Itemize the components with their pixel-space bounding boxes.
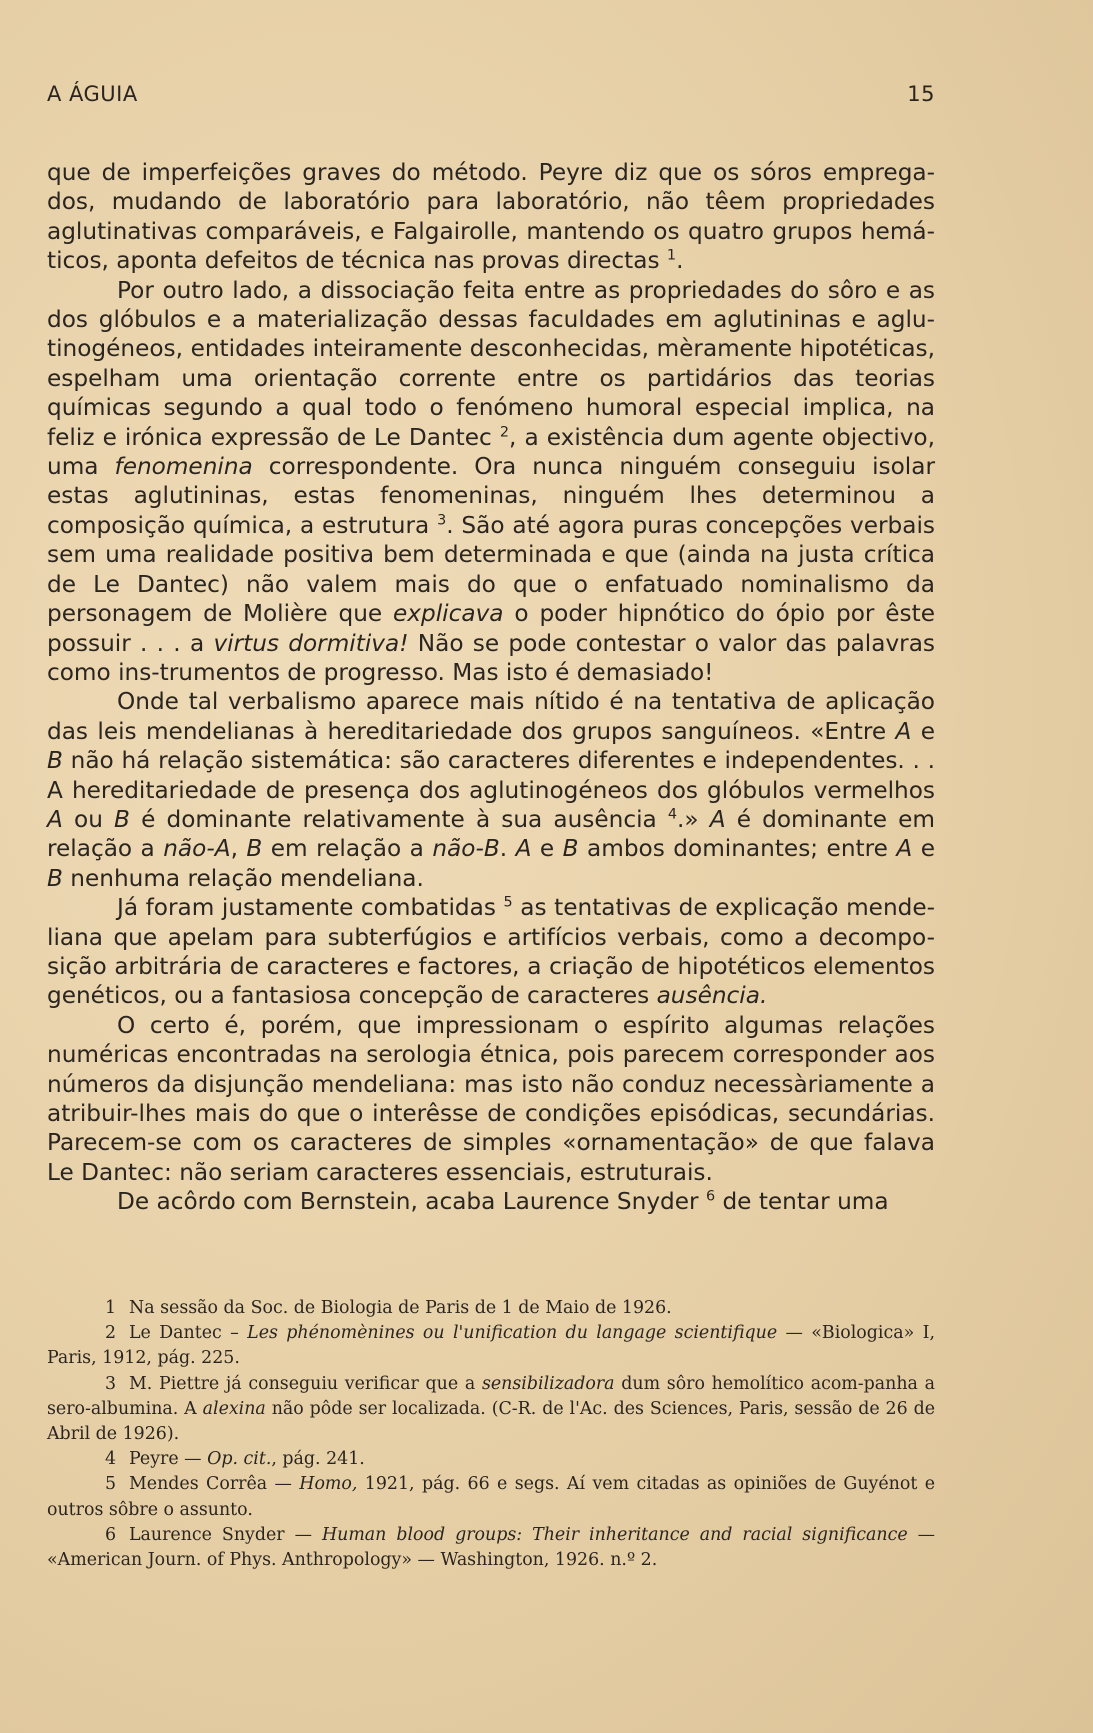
italic-text: não-B bbox=[432, 835, 500, 863]
footnote-reference: 6 bbox=[705, 1188, 716, 1205]
footnote: 6 Laurence Snyder — Human blood groups: Their inheritance and racial significance — «American Journ. of Phys. Anthropology» — Washington, 1926. n.º 2. bbox=[47, 1524, 935, 1571]
footnote-reference: 1 bbox=[666, 247, 677, 264]
footnotes bbox=[47, 1296, 935, 1573]
italic-text: fenomenina bbox=[114, 453, 253, 481]
italic-text: B bbox=[114, 805, 130, 833]
footnote-reference: 4 bbox=[667, 806, 678, 823]
italic-text: ausência. bbox=[656, 982, 768, 1010]
italic-text: B bbox=[47, 747, 63, 775]
italic-text: Les phénomènines ou l'unification du langage scientifique bbox=[247, 1323, 778, 1344]
italic-text: alexina bbox=[202, 1398, 266, 1419]
italic-text: A bbox=[47, 805, 63, 833]
italic-text: explicava bbox=[393, 600, 504, 628]
footnote-number: 3 bbox=[105, 1373, 117, 1394]
paragraph: Já foram justamente combatidas $^5$ as tentativas de explicação mende-liana que apelam para subterfúgios e artifícios verbais, como a decompo-sição arbitrária de caracteres e factores, a criação de hipotéticos elementos genéticos, ou a fantasiosa concepção de caracteres ausência. bbox=[47, 894, 935, 1010]
footnote-number: 2 bbox=[105, 1323, 117, 1344]
italic-text: A bbox=[709, 805, 726, 833]
footnote-number: 5 bbox=[105, 1474, 117, 1495]
footnote: 3 M. Piettre já conseguiu verificar que a sensibilizadora dum sôro hemolítico acom-panha a sero-albumina. A alexina não pôde ser localizada. (C-R. de l'Ac. des Sciences, Paris, sessão de 26 de Abril de 1926). bbox=[47, 1373, 936, 1445]
italic-text: A bbox=[895, 717, 912, 745]
footnote-reference: 2 bbox=[499, 423, 510, 440]
italic-text: sensibilizadora bbox=[481, 1373, 615, 1394]
running-header bbox=[47, 82, 935, 112]
italic-text: Homo, bbox=[299, 1474, 358, 1495]
footnote-reference: 5 bbox=[503, 894, 513, 911]
footnote-number: 6 bbox=[105, 1524, 117, 1545]
paragraph: O certo é, porém, que impressionam o espírito algumas relações numéricas encontradas na serologia étnica, pois parecem corresponder aos números da disjunção mendeliana: mas isto não conduz necessàriamente a atribuir-lhes mais do que o interêsse de condições episódicas, secundárias. Parecem-se com os caracteres de simples «ornamentação» de que falava Le Dantec: não seriam caracteres essenciais, estruturais. bbox=[47, 1011, 935, 1186]
paragraph: que de imperfeições graves do método. Peyre diz que os sóros emprega-dos, mudando de laboratório para laboratório, não têem propriedades aglutinativas comparáveis, e Falgairolle, mantendo os quatro grupos hemá-ticos, aponta defeitos de técnica nas provas directas $^1$. bbox=[47, 159, 935, 275]
footnote-number: 4 bbox=[105, 1449, 117, 1470]
page-number: 15 bbox=[907, 82, 935, 106]
footnote: 2 Le Dantec – Les phénomènines ou l'unification du langage scientifique — «Biologica» I, Paris, 1912, pág. 225. bbox=[47, 1323, 935, 1369]
body-text bbox=[47, 158, 935, 1217]
italic-text: não-A bbox=[163, 835, 231, 863]
italic-text: B bbox=[47, 864, 63, 892]
italic-text: A bbox=[515, 835, 532, 863]
footnote-reference: 3 bbox=[437, 512, 447, 529]
italic-text: virtus dormitiva! bbox=[213, 629, 409, 657]
italic-text: Human blood groups: Their inheritance and racial significance bbox=[321, 1524, 908, 1545]
paragraph: Por outro lado, a dissociação feita entre as propriedades do sôro e as dos glóbulos e a materialização dessas faculdades em aglutininas e aglu-tinogéneos, entidades inteiramente desconhecidas, mèramente hipotéticas, espelham uma orientação corrente entre os partidários das teorias químicas segundo a qual todo o fenómeno humoral especial implica, na feliz e irónica expressão de Le Dantec $^2$, a existência dum agente objectivo, uma fenomenina correspondente. Ora nunca ninguém conseguiu isolar estas aglutininas, estas fenomeninas, ninguém lhes determinou a composição química, a estrutura $^3$. São até agora puras concepções verbais sem uma realidade positiva bem determinada e que (ainda na justa crítica de Le Dantec) não valem mais do que o enfatuado nominalismo da personagem de Molière que explicava o poder hipnótico do ópio por êste possuir . . . a virtus dormitiva! Não se pode contestar o valor das palavras como ins-trumentos de progresso. Mas isto é demasiado! bbox=[47, 276, 935, 686]
journal-title: A ÁGUIA bbox=[47, 82, 138, 106]
footnote: 4 Peyre — Op. cit., pág. 241. bbox=[47, 1447, 935, 1472]
italic-text: Op. cit. bbox=[207, 1449, 272, 1470]
footnote-number: 1 bbox=[105, 1298, 117, 1318]
italic-text: B bbox=[562, 835, 579, 863]
paragraph: De acôrdo com Bernstein, acaba Laurence Snyder $^6$ de tentar uma bbox=[117, 1188, 889, 1216]
footnote: 1 Na sessão da Soc. de Biologia de Paris de 1 de Maio de 1926. bbox=[47, 1296, 935, 1321]
footnote: 5 Mendes Corrêa — Homo, 1921, pág. 66 e segs. Aí vem citadas as opiniões de Guyénot e outros sôbre o assunto. bbox=[47, 1474, 935, 1520]
italic-text: B bbox=[246, 835, 263, 863]
paragraph: Onde tal verbalismo aparece mais nítido é na tentativa de aplicação das leis mendelianas à hereditariedade dos grupos sanguíneos. «Entre A e B não há relação sistemática: são caracteres diferentes e independentes. . . A hereditariedade de presença dos aglutinogéneos dos glóbulos vermelhos A ou B é dominante relativamente à sua ausência $^4$.» A é dominante em relação a não-A, B em relação a não-B. A e B ambos dominantes; entre A e B nenhuma relação mendeliana. bbox=[47, 688, 936, 892]
italic-text: A bbox=[896, 835, 913, 863]
